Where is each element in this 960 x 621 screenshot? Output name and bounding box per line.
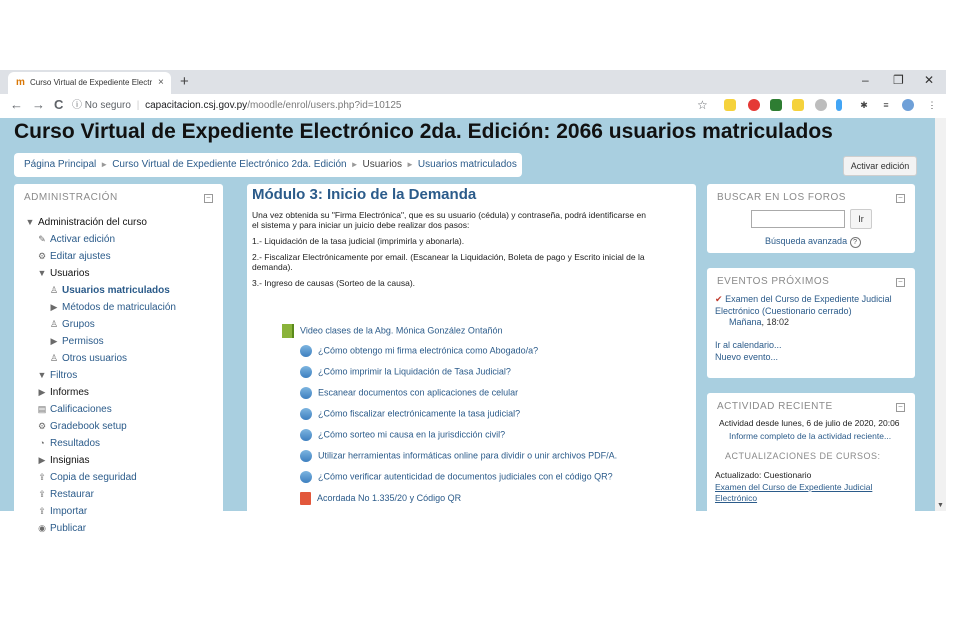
admin-item-course-admin[interactable] — [24, 214, 176, 231]
admin-item-label: Activar edición — [50, 234, 116, 245]
breadcrumb-course[interactable]: Curso Virtual de Expediente Electrónico 2da. Edición — [112, 159, 347, 170]
admin-tree — [24, 214, 176, 537]
block-heading: ADMINISTRACIÓN — [24, 192, 118, 203]
video-resource[interactable] — [300, 387, 518, 399]
admin-item-label: Importar — [50, 506, 88, 517]
url-path: /moodle/enrol/users.php?id=10125 — [247, 100, 402, 111]
video-resource[interactable] — [300, 429, 505, 441]
tab-title: Curso Virtual de Expediente Electr — [30, 78, 153, 87]
gear-icon: ⚙ — [37, 421, 47, 431]
video-icon — [300, 429, 312, 441]
admin-item-filters[interactable] — [24, 367, 176, 384]
go-to-calendar-link[interactable]: Ir al calendario... — [715, 340, 782, 350]
grades-icon: ▤ — [37, 404, 47, 414]
course-section-content — [247, 184, 696, 524]
recent-activity-block — [707, 393, 915, 523]
admin-item-permissions[interactable] — [24, 333, 176, 350]
event-date — [729, 317, 789, 327]
turn-editing-on-button[interactable]: Activar edición — [843, 156, 917, 176]
publish-icon: ◉ — [38, 523, 46, 533]
video-resource[interactable] — [300, 408, 520, 420]
admin-item-turn-editing-on[interactable] — [24, 231, 176, 248]
extension-gray-icon[interactable] — [815, 99, 827, 111]
forum-search-block — [707, 184, 915, 253]
address-bar[interactable] — [72, 97, 692, 115]
breadcrumb-home[interactable]: Página Principal — [24, 159, 97, 170]
full-report-link[interactable]: Informe completo de la actividad reciente... — [729, 431, 892, 441]
scroll-down-icon[interactable]: ▼ — [937, 502, 944, 509]
profile-avatar[interactable] — [902, 99, 914, 111]
event-item[interactable] — [715, 293, 905, 317]
admin-item-label: Copia de seguridad — [50, 472, 137, 483]
admin-item-label: Métodos de matriculación — [62, 302, 176, 313]
gear-icon: ⚙ — [37, 251, 47, 261]
admin-item-enrolled-users[interactable] — [24, 282, 176, 299]
admin-item-outcomes[interactable] — [24, 435, 176, 452]
video-resource[interactable] — [300, 471, 613, 483]
pencil-icon: ✎ — [38, 234, 46, 244]
resource-label: Acordada No 1.335/20 y Código QR — [317, 492, 462, 503]
section-summary — [252, 210, 652, 294]
collapse-block-icon[interactable]: – — [896, 278, 905, 287]
collapse-block-icon[interactable]: – — [896, 403, 905, 412]
admin-item-label: Restaurar — [50, 489, 94, 500]
advanced-search-label: Búsqueda avanzada — [765, 236, 848, 246]
admin-item-label: Otros usuarios — [62, 353, 128, 364]
admin-item-label: Publicar — [50, 523, 87, 534]
event-date-link[interactable]: Mañana — [729, 317, 762, 327]
event-title: Examen del Curso de Expediente Judicial Electrónico (Cuestionario cerrado) — [715, 294, 892, 316]
triangle-right-icon: ▶ — [50, 336, 58, 346]
summary-paragraph: 3.- Ingreso de causas (Sorteo de la causa). — [252, 278, 416, 288]
collapse-block-icon[interactable]: – — [896, 194, 905, 203]
admin-item-reports[interactable] — [24, 384, 176, 401]
resource-label: Utilizar herramientas informáticas online para dividir o unir archivos PDF/A. — [318, 450, 618, 461]
filter-icon: ▼ — [37, 370, 47, 380]
minimize-button[interactable]: – — [862, 73, 869, 87]
triangle-down-icon: ▼ — [25, 217, 35, 227]
admin-item-restore[interactable] — [24, 486, 176, 503]
extension-opera-icon[interactable] — [748, 99, 760, 111]
admin-item-label: Resultados — [50, 438, 101, 449]
admin-item-badges[interactable] — [24, 452, 176, 469]
video-icon — [300, 471, 312, 483]
pie-icon: ◔ — [39, 438, 45, 448]
video-icon — [300, 345, 312, 357]
forward-button[interactable]: → — [32, 97, 45, 112]
triangle-right-icon: ▶ — [50, 302, 58, 312]
browser-tab[interactable] — [8, 72, 171, 94]
book-resource[interactable] — [282, 324, 502, 338]
reload-button[interactable]: C — [54, 97, 64, 112]
restore-icon: ⇪ — [38, 489, 46, 499]
video-icon — [300, 408, 312, 420]
breadcrumb-users[interactable]: Usuarios — [362, 159, 402, 170]
import-icon: ⇪ — [38, 506, 46, 516]
user-icon: ♙ — [49, 285, 59, 295]
new-tab-button[interactable]: + — [180, 73, 189, 90]
forum-search-go-button[interactable]: Ir — [850, 209, 872, 229]
moodle-favicon-icon: m — [16, 77, 25, 88]
security-label: No seguro — [84, 100, 131, 111]
admin-item-label: Grupos — [62, 319, 95, 330]
admin-item-publish[interactable] — [24, 520, 176, 537]
breadcrumb — [14, 153, 522, 177]
pdf-icon — [300, 492, 311, 505]
activity-since-text: Actividad desde lunes, 6 de julio de 2020, 20:06 — [719, 418, 900, 428]
admin-item-label: Usuarios — [50, 268, 90, 279]
page-title: Curso Virtual de Expediente Electrónico 2da. Edición: 2066 usuarios matriculados — [14, 120, 833, 143]
admin-item-enrolment-methods[interactable] — [24, 299, 176, 316]
breadcrumb-separator-icon: ► — [405, 160, 414, 169]
quiz-checkmark-icon: ✔ — [715, 294, 723, 304]
admin-item-label: Informes — [50, 387, 89, 398]
admin-item-import[interactable] — [24, 503, 176, 520]
browser-menu-icon[interactable]: ⋮ — [927, 100, 937, 110]
block-heading: EVENTOS PRÓXIMOS — [717, 276, 830, 287]
summary-paragraph: 1.- Liquidación de la tasa judicial (imprimirla y abonarla). — [252, 236, 465, 246]
breadcrumb-separator-icon: ► — [350, 160, 359, 169]
admin-item-edit-settings[interactable] — [24, 248, 176, 265]
admin-item-users[interactable] — [24, 265, 176, 282]
resource-label: Escanear documentos con aplicaciones de celular — [318, 387, 519, 398]
omnibox-divider: | — [136, 100, 140, 111]
forum-search-input[interactable] — [751, 210, 845, 228]
block-heading: BUSCAR EN LOS FOROS — [717, 192, 846, 203]
updated-quiz-link[interactable]: Examen del Curso de Expediente Judicial Electrónico — [715, 482, 873, 503]
block-heading: ACTIVIDAD RECIENTE — [717, 401, 833, 412]
group-icon: ♙ — [49, 319, 59, 329]
upcoming-events-block — [707, 268, 915, 378]
pdf-resource[interactable] — [300, 492, 461, 505]
advanced-search-link[interactable] — [765, 236, 861, 248]
resource-label: ¿Cómo verificar autenticidad de documentos judiciales con el código QR? — [318, 471, 613, 482]
extension-search-icon[interactable] — [724, 99, 736, 111]
browser-window — [0, 70, 946, 534]
admin-item-backup[interactable] — [24, 469, 176, 486]
new-event-link[interactable]: Nuevo evento... — [715, 352, 779, 362]
video-icon — [300, 387, 312, 399]
maximize-button[interactable]: ❐ — [893, 73, 904, 87]
summary-paragraph: Una vez obtenida su "Firma Electrónica", que es su usuario (cédula) y contraseña, podrá identificarse en el sistema y para iniciar un juicio debe realizar dos pasos: — [252, 210, 646, 230]
admin-item-label: Usuarios matriculados — [62, 285, 170, 296]
administration-block — [14, 184, 223, 534]
extension-green-icon[interactable] — [770, 99, 782, 111]
video-resource[interactable] — [300, 450, 617, 462]
video-icon — [300, 366, 312, 378]
admin-item-label: Editar ajustes — [50, 251, 111, 262]
tab-close-icon[interactable]: × — [158, 77, 164, 88]
vertical-scrollbar[interactable] — [935, 118, 946, 511]
resource-label: ¿Cómo sorteo mi causa en la jurisdicción civil? — [318, 429, 506, 440]
moodle-page — [0, 118, 935, 534]
url-host: capacitacion.csj.gov.py — [145, 100, 248, 111]
extension-pen-icon[interactable] — [836, 99, 842, 111]
admin-item-label: Filtros — [50, 370, 78, 381]
browser-toolbar — [0, 94, 946, 119]
resource-label: ¿Cómo imprimir la Liquidación de Tasa Judicial? — [318, 366, 511, 377]
admin-item-label: Gradebook setup — [50, 421, 127, 432]
close-window-button[interactable]: ✕ — [924, 73, 935, 87]
info-icon[interactable]: ⓘ — [72, 100, 82, 111]
admin-item-gradebook-setup[interactable] — [24, 418, 176, 435]
triangle-right-icon: ▶ — [38, 387, 46, 397]
admin-item-other-users[interactable] — [24, 350, 176, 367]
back-button[interactable]: ← — [10, 97, 23, 112]
admin-item-label: Permisos — [62, 336, 104, 347]
bookmark-star-icon[interactable]: ☆ — [697, 98, 708, 112]
help-icon[interactable]: ? — [850, 237, 861, 248]
resource-label: ¿Cómo fiscalizar electrónicamente la tasa judicial? — [318, 408, 521, 419]
triangle-right-icon: ▶ — [38, 455, 46, 465]
video-resource[interactable] — [300, 345, 538, 357]
summary-paragraph: 2.- Fiscalizar Electrónicamente por email. (Escanear la Liquidación, Boleta de pago y Escrito inicial de la demanda). — [252, 252, 645, 272]
collapse-block-icon[interactable]: – — [204, 194, 213, 203]
tab-strip — [0, 70, 946, 94]
book-label: Video clases de la Abg. Mónica González Ontañón — [300, 325, 503, 336]
admin-item-label: Insignias — [50, 455, 90, 466]
video-icon — [300, 450, 312, 462]
breadcrumb-enrolled-users[interactable]: Usuarios matriculados — [417, 159, 517, 170]
event-time: , 18:02 — [761, 317, 790, 327]
user-icon: ♙ — [49, 353, 59, 363]
updated-label: Actualizado: Cuestionario — [715, 470, 812, 480]
book-icon — [282, 324, 294, 338]
extensions-puzzle-icon[interactable]: ✱ — [860, 100, 868, 110]
breadcrumb-separator-icon: ► — [100, 160, 109, 169]
admin-item-grades[interactable] — [24, 401, 176, 418]
backup-icon: ⇪ — [38, 472, 46, 482]
resource-label: ¿Cómo obtengo mi firma electrónica como Abogado/a? — [318, 345, 539, 356]
admin-item-groups[interactable] — [24, 316, 176, 333]
course-updates-heading: ACTUALIZACIONES DE CURSOS: — [725, 451, 881, 461]
video-resource[interactable] — [300, 366, 511, 378]
extension-yellow-icon[interactable] — [792, 99, 804, 111]
triangle-down-icon: ▼ — [37, 268, 47, 278]
reading-list-icon[interactable]: ≡ — [883, 100, 889, 110]
admin-item-label: Calificaciones — [50, 404, 112, 415]
section-heading: Módulo 3: Inicio de la Demanda — [252, 186, 477, 203]
admin-item-label: Administración del curso — [38, 217, 147, 228]
